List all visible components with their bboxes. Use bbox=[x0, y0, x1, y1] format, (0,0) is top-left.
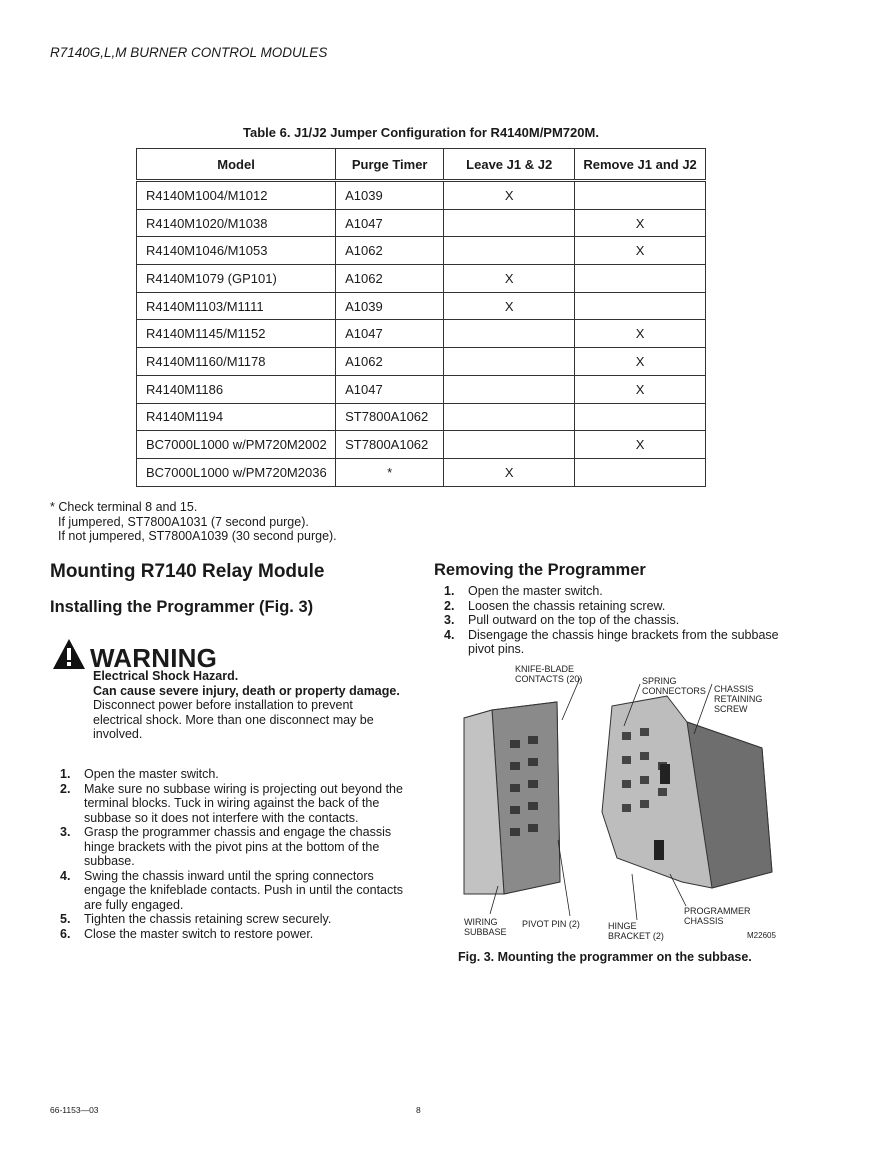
step-number: 4. bbox=[444, 627, 455, 642]
table-cell: X bbox=[444, 265, 575, 293]
step-number: 3. bbox=[444, 613, 455, 627]
running-header: R7140G,L,M BURNER CONTROL MODULES bbox=[50, 45, 328, 60]
label-hinge-bracket bbox=[608, 921, 664, 941]
table-cell: R4140M1145/M1152 bbox=[137, 320, 336, 348]
label-pivot-pin: PIVOT PIN (2) bbox=[522, 919, 580, 929]
table-cell: A1047 bbox=[336, 320, 444, 348]
removing-title: Removing the Programmer bbox=[434, 561, 646, 579]
table-row bbox=[137, 209, 706, 237]
table-cell: A1062 bbox=[336, 237, 444, 265]
step-text: Pull outward on the top of the chassis. bbox=[468, 613, 680, 627]
table-cell: X bbox=[444, 458, 575, 486]
label-line: CHASSIS bbox=[684, 916, 724, 926]
column-header: Remove J1 and J2 bbox=[575, 149, 706, 181]
step-item bbox=[434, 613, 794, 628]
step-text: Tighten the chassis retaining screw securely. bbox=[84, 912, 332, 926]
step-number: 3. bbox=[60, 825, 71, 839]
table-row bbox=[137, 320, 706, 348]
label-programmer-chassis bbox=[684, 906, 751, 926]
warning-text bbox=[93, 669, 403, 742]
installing-steps bbox=[50, 767, 410, 941]
step-number: 5. bbox=[60, 912, 71, 926]
page-number: 8 bbox=[416, 1105, 421, 1115]
table-cell: BC7000L1000 w/PM720M2002 bbox=[137, 431, 336, 459]
label-line: CHASSIS bbox=[714, 684, 754, 694]
step-item bbox=[434, 599, 794, 614]
table-cell: A1047 bbox=[336, 209, 444, 237]
step-text: Disengage the chassis hinge brackets from the subbase pivot pins. bbox=[468, 627, 779, 656]
label-line: RETAINING bbox=[714, 694, 763, 704]
table-cell: R4140M1186 bbox=[137, 375, 336, 403]
table-row bbox=[137, 348, 706, 376]
table-row bbox=[137, 292, 706, 320]
table-caption: Table 6. J1/J2 Jumper Configuration for R4140M/PM720M. bbox=[243, 125, 599, 140]
table-row bbox=[137, 181, 706, 210]
warning-instruction: Disconnect power before installation to prevent electrical shock. More than one disconnect may be involved. bbox=[93, 698, 374, 741]
step-number: 2. bbox=[444, 598, 455, 613]
table-cell bbox=[575, 292, 706, 320]
label-line: SCREW bbox=[714, 704, 748, 714]
table-row bbox=[137, 265, 706, 293]
table-cell bbox=[444, 209, 575, 237]
step-number: 4. bbox=[60, 868, 71, 883]
column-header: Leave J1 & J2 bbox=[444, 149, 575, 181]
table-cell: R4140M1160/M1178 bbox=[137, 348, 336, 376]
step-item bbox=[50, 782, 410, 826]
warning-title: WARNING bbox=[90, 643, 218, 673]
table-cell: X bbox=[444, 181, 575, 210]
step-item bbox=[434, 628, 794, 657]
table-row bbox=[137, 458, 706, 486]
footnote-line: If not jumpered, ST7800A1039 (30 second purge). bbox=[58, 529, 337, 543]
step-item bbox=[434, 584, 794, 599]
step-number: 2. bbox=[60, 781, 71, 796]
table-cell: X bbox=[575, 209, 706, 237]
table-cell bbox=[444, 431, 575, 459]
table-cell bbox=[575, 181, 706, 210]
figure-caption: Fig. 3. Mounting the programmer on the subbase. bbox=[458, 950, 752, 964]
table-cell: R4140M1020/M1038 bbox=[137, 209, 336, 237]
table-cell: A1062 bbox=[336, 348, 444, 376]
doc-number: 66-1153—03 bbox=[50, 1105, 99, 1115]
label-line: CONNECTORS bbox=[642, 686, 706, 696]
step-text: Swing the chassis inward until the spring connectors engage the knifeblade contacts. Push in until the contacts are fully engaged. bbox=[84, 868, 403, 912]
mounting-figure bbox=[462, 662, 782, 942]
step-text: Loosen the chassis retaining screw. bbox=[468, 598, 666, 613]
section-title: Mounting R7140 Relay Module bbox=[50, 561, 325, 582]
figure-code: M22605 bbox=[747, 931, 776, 940]
step-item bbox=[50, 825, 410, 869]
table-cell: A1039 bbox=[336, 181, 444, 210]
column-header: Model bbox=[137, 149, 336, 181]
table-cell bbox=[444, 403, 575, 431]
table-cell: X bbox=[575, 431, 706, 459]
removing-steps bbox=[434, 584, 794, 657]
label-retaining-screw bbox=[714, 684, 762, 714]
label-line: BRACKET (2) bbox=[608, 931, 664, 941]
table-cell: A1062 bbox=[336, 265, 444, 293]
step-item bbox=[50, 869, 410, 913]
table-cell: R4140M1103/M1111 bbox=[137, 292, 336, 320]
table-cell: R4140M1004/M1012 bbox=[137, 181, 336, 210]
label-line: SUBBASE bbox=[464, 927, 507, 937]
table-cell: * bbox=[336, 458, 444, 486]
table-cell: X bbox=[575, 375, 706, 403]
table-cell: A1047 bbox=[336, 375, 444, 403]
label-knife-blade bbox=[515, 664, 582, 684]
table-cell: R4140M1079 (GP101) bbox=[137, 265, 336, 293]
step-text: Grasp the programmer chassis and engage the chassis hinge brackets with the pivot pins at the bottom of the subbase. bbox=[84, 825, 392, 868]
table-row bbox=[137, 431, 706, 459]
label-line: SPRING bbox=[642, 676, 677, 686]
step-item bbox=[50, 927, 410, 942]
step-number: 6. bbox=[60, 926, 71, 941]
table-cell: R4140M1194 bbox=[137, 403, 336, 431]
table-cell: R4140M1046/M1053 bbox=[137, 237, 336, 265]
table-cell: ST7800A1062 bbox=[336, 403, 444, 431]
table-cell: A1039 bbox=[336, 292, 444, 320]
footnote-line: * Check terminal 8 and 15. bbox=[50, 500, 198, 514]
label-spring-connectors bbox=[642, 676, 706, 696]
table-cell: ST7800A1062 bbox=[336, 431, 444, 459]
step-text: Make sure no subbase wiring is projecting out beyond the terminal blocks. Tuck in wiring against the back of the subbase so it does not interfere with the contacts. bbox=[84, 781, 403, 825]
step-text: Close the master switch to restore power. bbox=[84, 926, 314, 941]
warning-triangle-icon bbox=[52, 638, 86, 670]
table-row bbox=[137, 375, 706, 403]
warning-consequence: Can cause severe injury, death or property damage. bbox=[93, 683, 400, 698]
table-cell bbox=[575, 265, 706, 293]
warning-hazard: Electrical Shock Hazard. bbox=[93, 669, 239, 683]
label-wiring-subbase bbox=[464, 917, 507, 937]
table-cell: X bbox=[444, 292, 575, 320]
table-cell: BC7000L1000 w/PM720M2036 bbox=[137, 458, 336, 486]
table-row bbox=[137, 403, 706, 431]
installing-title: Installing the Programmer (Fig. 3) bbox=[50, 598, 314, 616]
table-cell: X bbox=[575, 320, 706, 348]
footnote-line: If jumpered, ST7800A1031 (7 second purge). bbox=[58, 514, 309, 529]
label-line: PROGRAMMER bbox=[684, 906, 751, 916]
step-item bbox=[50, 767, 410, 782]
column-header: Purge Timer bbox=[336, 149, 444, 181]
label-line: CONTACTS (20) bbox=[515, 674, 583, 684]
table-cell bbox=[575, 458, 706, 486]
jumper-table bbox=[136, 148, 706, 487]
table-row bbox=[137, 237, 706, 265]
label-line: WIRING bbox=[464, 917, 498, 927]
label-line: KNIFE-BLADE bbox=[515, 664, 575, 674]
step-number: 1. bbox=[60, 767, 71, 781]
table-cell bbox=[444, 320, 575, 348]
label-line: HINGE bbox=[608, 921, 637, 931]
table-cell: X bbox=[575, 237, 706, 265]
step-number: 1. bbox=[444, 584, 455, 598]
table-cell bbox=[444, 237, 575, 265]
table-footnote bbox=[50, 500, 337, 544]
step-text: Open the master switch. bbox=[468, 584, 603, 598]
table-cell bbox=[444, 348, 575, 376]
step-item bbox=[50, 912, 410, 927]
table-cell bbox=[444, 375, 575, 403]
table-cell bbox=[575, 403, 706, 431]
table-cell: X bbox=[575, 348, 706, 376]
step-text: Open the master switch. bbox=[84, 767, 219, 781]
